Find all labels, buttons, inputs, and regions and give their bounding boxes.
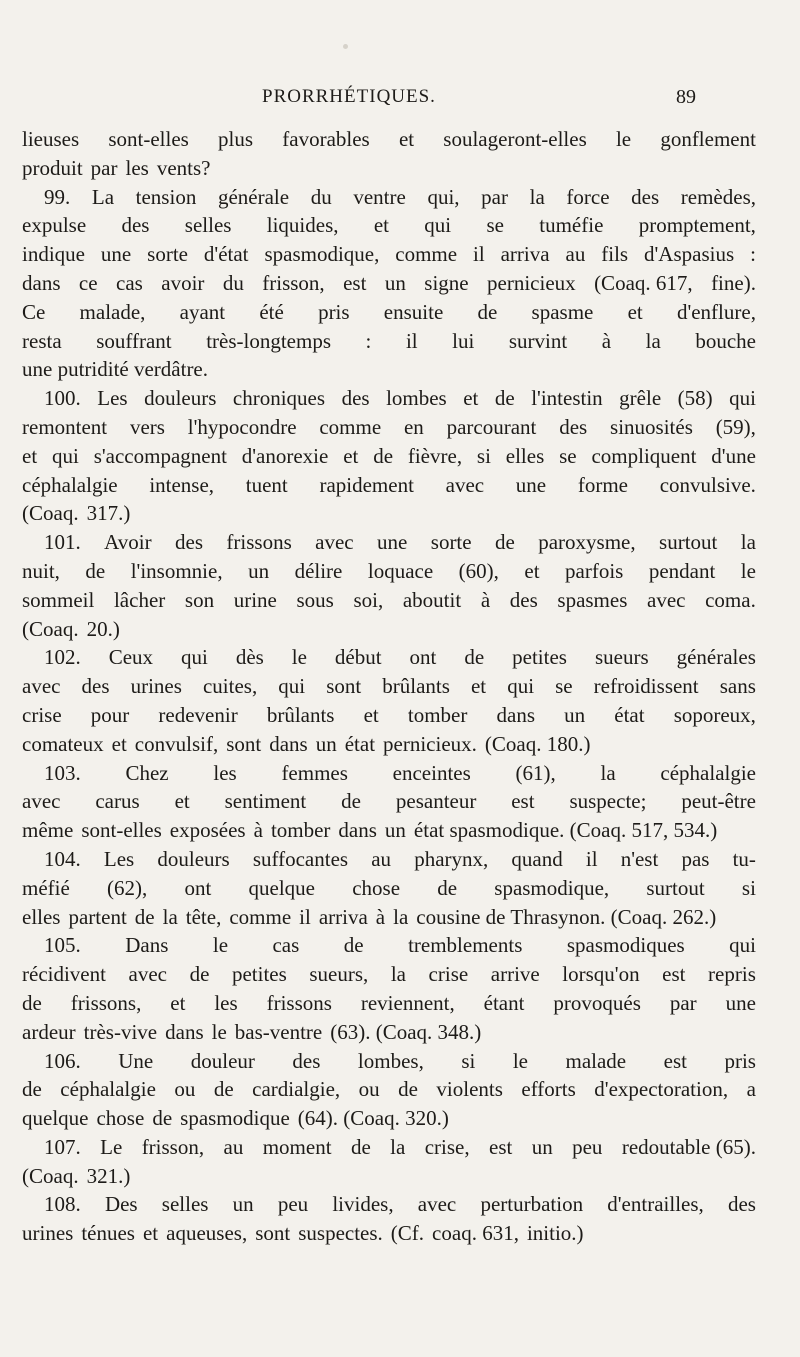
text-line: expulse des selles liquides, et qui se tuméfie promptement, — [22, 213, 756, 238]
body-text — [22, 125, 756, 1248]
text-line: même sont-elles exposées à tomber dans un état spasmodique. (Coaq. 517, 534.) — [22, 818, 718, 843]
text-line: Ce malade, ayant été pris ensuite de spasme et d'enflure, — [22, 299, 756, 324]
text-line: méfié (62), ont quelque chose de spasmodique, surtout si — [22, 875, 756, 900]
paragraph-100-start: 100. Les douleurs chroniques des lombes et de l'intestin grêle (58) qui — [44, 386, 756, 411]
text-line: ardeur très-vive dans le bas-ventre (63). (Coaq. 348.) — [22, 1019, 482, 1044]
text-line: de frissons, et les frissons reviennent, étant provoqués par une — [22, 990, 756, 1015]
text-line: une putridité verdâtre. — [22, 357, 209, 382]
text-line: crise pour redevenir brûlants et tomber dans un état soporeux, — [22, 702, 756, 727]
text-line: lieuses sont-elles plus favorables et soulageront-elles le gonflement — [22, 127, 756, 151]
text-line: comateux et convulsif, sont dans un état pernicieux. (Coaq. 180.) — [22, 731, 591, 756]
paragraph-106-start: 106. Une douleur des lombes, si le malade est pris — [44, 1048, 756, 1073]
text-line: avec des urines cuites, qui sont brûlants et qui se refroidissent sans — [22, 674, 756, 699]
text-line: indique une sorte d'état spasmodique, comme il arriva au fils d'Aspasius : — [22, 242, 756, 267]
paragraph-102-start: 102. Ceux qui dès le début ont de petites sueurs générales — [44, 645, 756, 670]
text-line: avec carus et sentiment de pesanteur est suspecte; peut-être — [22, 789, 756, 814]
text-line: elles partent de la tête, comme il arriva à la cousine de Thrasynon. (Coaq. 262.) — [22, 904, 717, 929]
text-line: récidivent avec de petites sueurs, la crise arrive lorsqu'on est repris — [22, 962, 756, 987]
text-line: céphalalgie intense, tuent rapidement avec une forme convulsive. — [22, 472, 756, 497]
paragraph-107-start: 107. Le frisson, au moment de la crise, est un peu redoutable (65). — [44, 1134, 756, 1159]
paragraph-99-start: 99. La tension générale du ventre qui, par la force des remèdes, — [44, 184, 756, 209]
text-line: sommeil lâcher son urine sous soi, aboutit à des spasmes avec coma. — [22, 587, 756, 612]
text-line: urines ténues et aqueuses, sont suspectes. (Cf. coaq. 631, initio.) — [22, 1221, 584, 1246]
paragraph-103-start: 103. Chez les femmes enceintes (61), la céphalalgie — [44, 760, 756, 785]
text-line: (Coaq. 317.) — [22, 501, 131, 526]
text-line: quelque chose de spasmodique (64). (Coaq. 320.) — [22, 1106, 449, 1131]
text-line: (Coaq. 321.) — [22, 1163, 131, 1188]
text-line: produit par les vents? — [22, 155, 211, 180]
text-line: de céphalalgie ou de cardialgie, ou de violents efforts d'expectoration, a — [22, 1077, 756, 1102]
text-line: remontent vers l'hypocondre comme en parcourant des sinuosités (59), — [22, 414, 756, 439]
paragraph-105-start: 105. Dans le cas de tremblements spasmodiques qui — [44, 933, 756, 958]
text-line: nuit, de l'insomnie, un délire loquace (60), et parfois pendant le — [22, 558, 756, 583]
paragraph-101-start: 101. Avoir des frissons avec une sorte de paroxysme, surtout la — [44, 530, 756, 555]
text-line: (Coaq. 20.) — [22, 616, 120, 641]
paragraph-104-start: 104. Les douleurs suffocantes au pharynx, quand il n'est pas tu- — [44, 846, 756, 871]
text-line: dans ce cas avoir du frisson, est un signe pernicieux (Coaq. 617, fine). — [22, 270, 756, 295]
paragraph-108-start: 108. Des selles un peu livides, avec perturbation d'entrailles, des — [44, 1192, 756, 1217]
running-header: PRORRHÉTIQUES. — [262, 86, 436, 107]
text-line: et qui s'accompagnent d'anorexie et de fièvre, si elles se compliquent d'une — [22, 443, 756, 468]
page-mark — [343, 44, 348, 49]
page-number: 89 — [676, 86, 696, 108]
text-line: resta souffrant très-longtemps : il lui survint à la bouche — [22, 328, 756, 353]
